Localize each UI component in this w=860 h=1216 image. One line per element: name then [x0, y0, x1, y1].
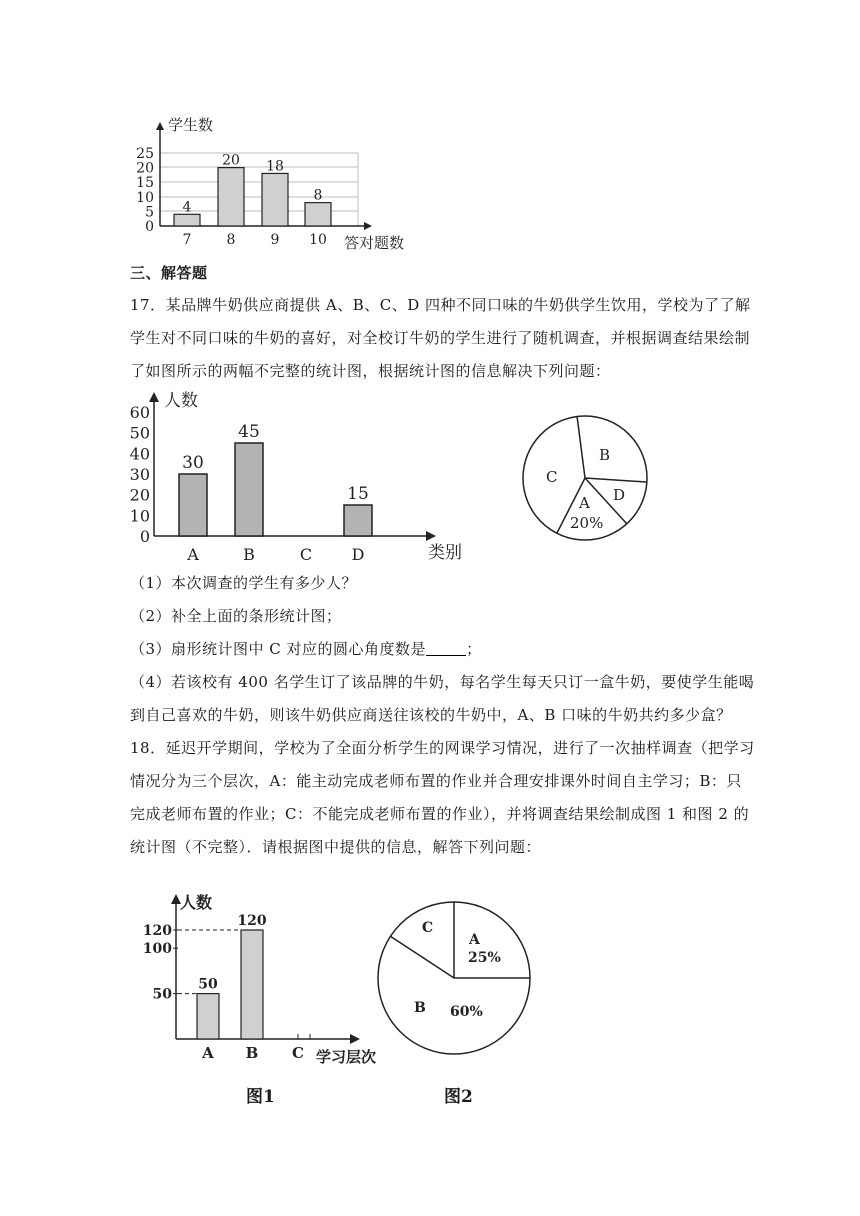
y-tick-label: 40 [129, 444, 150, 464]
q17-sub2: （2）补全上面的条形统计图； [130, 607, 342, 625]
bar [344, 505, 372, 536]
bar-value-label: 4 [182, 199, 192, 216]
x-tick-label: 8 [226, 232, 236, 248]
q17-line-2: 学生对不同口味的牛奶的喜好，对全校订牛奶的学生进行了随机调查，并根据调查结果绘制 [130, 329, 751, 347]
pie-label-c: C [546, 468, 558, 486]
y-tick-label: 50 [152, 986, 172, 1003]
q18-line-2: 情况分为三个层次，A：能主动完成老师布置的作业并合理安排课外时间自主学习；B：只 [130, 772, 742, 790]
q18-line-1: 18．延迟开学期间，学校为了全面分析学生的网课学习情况，进行了一次抽样调查（把学习 [130, 739, 755, 757]
x-tick-label: 9 [270, 232, 280, 248]
q18-line-4: 统计图（不完整）．请根据图中提供的信息，解答下列问题： [130, 838, 542, 856]
y-tick-label: 120 [142, 923, 172, 939]
bar-value-label: 50 [198, 976, 218, 993]
pie-label-a: A [469, 932, 480, 948]
y-tick-label: 5 [145, 204, 154, 221]
x-tick-label: B [243, 545, 255, 564]
pie-label-a: A [579, 494, 590, 512]
y-tick-label: 10 [129, 506, 150, 526]
x-tick-label: A [202, 1044, 214, 1062]
x-tick-label: A [187, 545, 199, 564]
x-tick-label: C [292, 1044, 304, 1062]
chart-flavor-bar [120, 384, 470, 564]
x-tick-label: 10 [309, 232, 327, 248]
bar-value-label: 20 [222, 152, 240, 169]
chart-answer-count [130, 110, 430, 255]
pie-percent-a: 25% [468, 950, 501, 966]
answer-blank [426, 641, 466, 656]
bar-value-label: 18 [266, 158, 284, 175]
y-tick-label: 10 [136, 189, 154, 206]
chart-study-level-bar [140, 888, 390, 1068]
pie-label-d: D [613, 486, 626, 504]
bar [235, 443, 263, 536]
q17-sub4-line-2: 到自己喜欢的牛奶，则该牛奶供应商送往该校的牛奶中，A、B 口味的牛奶共约多少盒？ [130, 706, 732, 724]
y-tick-label: 100 [142, 941, 172, 958]
y-tick-label: 0 [145, 219, 154, 235]
figure-2-caption: 图2 [444, 1087, 473, 1107]
q17-sub4-line-1: （4）若该校有 400 名学生订了该品牌的牛奶，每名学生每天只订一盒牛奶，要使学生能喝 [130, 673, 755, 691]
bar-value-label: 8 [313, 187, 323, 204]
x-axis-label: 类别 [428, 543, 462, 563]
pie-label-b: B [599, 446, 611, 464]
x-tick-label: C [299, 545, 313, 564]
y-axis-label: 学生数 [168, 116, 214, 134]
y-tick-label: 0 [139, 527, 150, 546]
y-axis-label: 人数 [164, 391, 198, 411]
y-tick-label: 20 [129, 485, 150, 505]
bar [218, 168, 244, 226]
q18-line-3: 完成老师布置的作业；C：不能完成老师布置的作业），并将调查结果绘制成图 1 和图 2 的 [130, 805, 750, 823]
x-axis-label: 学习层次 [316, 1048, 377, 1066]
bar-value-label: 15 [347, 484, 369, 504]
bar [197, 994, 219, 1039]
bar [179, 474, 207, 536]
x-tick-label: D [351, 545, 365, 564]
bar-value-label: 45 [238, 422, 260, 442]
chart-flavor-pie [515, 408, 655, 548]
figure-1-caption: 图1 [246, 1087, 275, 1107]
y-tick-label: 60 [129, 403, 150, 422]
pie-percent-a: 20% [570, 514, 604, 532]
x-tick-label: 7 [182, 232, 192, 248]
section-title: 三、解答题 [130, 264, 208, 282]
bar [262, 173, 288, 226]
pie-label-c: C [422, 920, 434, 936]
x-axis-label: 答对题数 [344, 234, 405, 252]
bar-value-label: 120 [237, 913, 267, 929]
bar [305, 203, 331, 226]
q17-sub3 [130, 638, 482, 659]
q17-sub1: （1）本次调查的学生有多少人？ [130, 574, 358, 592]
bar [241, 930, 263, 1039]
y-tick-label: 20 [136, 160, 154, 177]
q17-sub3-end: ； [466, 640, 482, 658]
y-tick-label: 25 [136, 146, 154, 162]
pie-label-b: B [414, 1000, 426, 1016]
y-tick-label: 30 [129, 465, 150, 484]
x-tick-label: B [245, 1044, 259, 1062]
y-axis-label: 人数 [180, 893, 213, 912]
y-tick-label: 50 [129, 423, 150, 443]
q17-line-1: 17．某品牌牛奶供应商提供 A、B、C、D 四种不同口味的牛奶供学生饮用，学校为了了解 [130, 296, 751, 314]
pie-percent-b: 60% [450, 1004, 483, 1020]
q17-sub3-text: （3）扇形统计图中 C 对应的圆心角度数是 [130, 640, 427, 658]
y-tick-label: 15 [136, 175, 154, 192]
bar [174, 214, 200, 226]
bar-value-label: 30 [182, 453, 204, 473]
chart-study-level-pie [374, 898, 534, 1058]
q17-line-3: 了如图所示的两幅不完整的统计图，根据统计图的信息解决下列问题： [130, 362, 611, 380]
